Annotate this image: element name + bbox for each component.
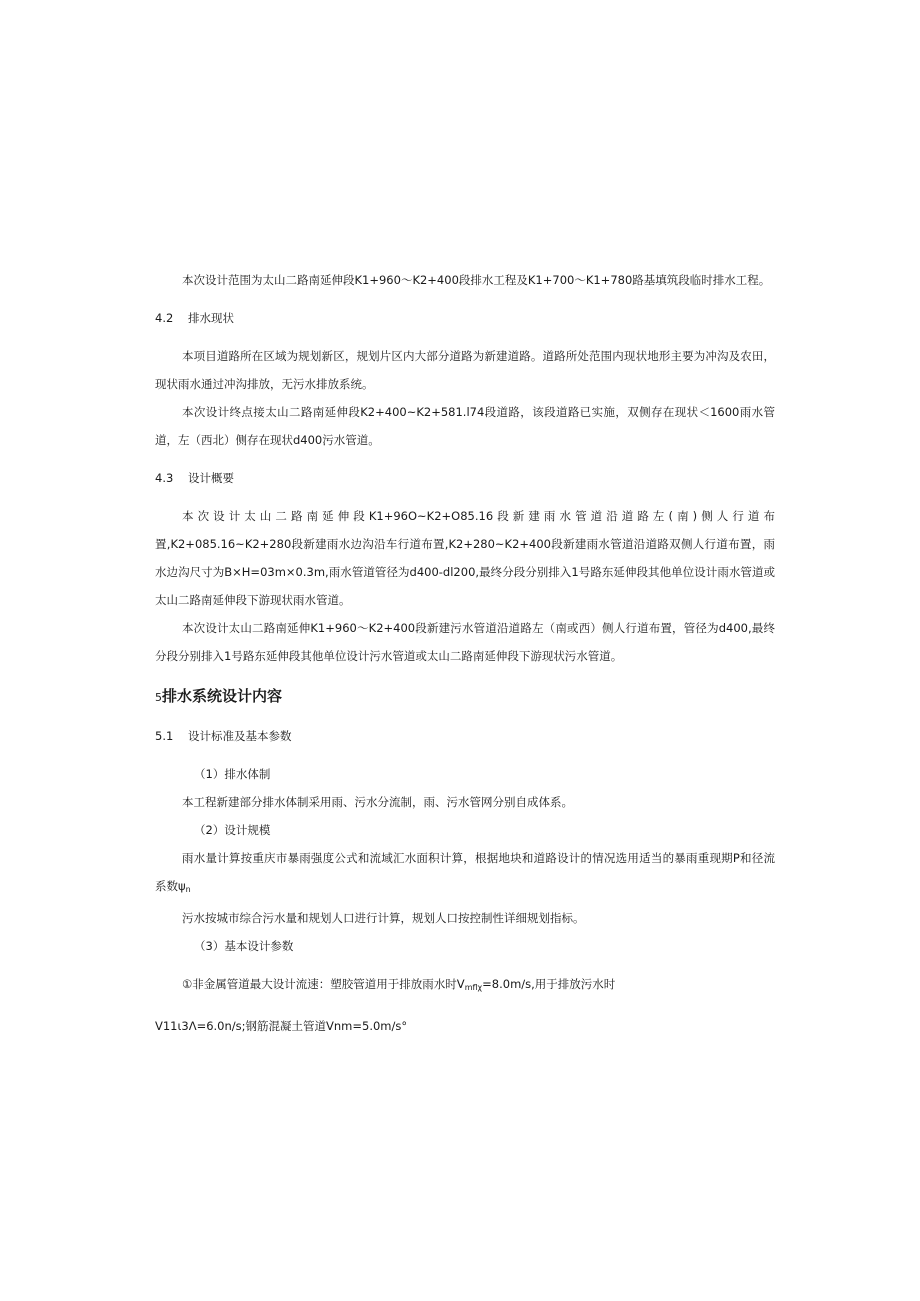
runoff-subscript: n — [185, 885, 191, 894]
item-3-title: （3）基本设计参数 — [194, 939, 294, 953]
velocity-subscript: mflχ — [464, 983, 483, 992]
section-number: 4.2 — [155, 311, 174, 325]
section-title: 排水现状 — [188, 311, 234, 325]
chapter-title: 排水系统设计内容 — [162, 687, 283, 705]
section-title: 设计标准及基本参数 — [188, 729, 292, 743]
section-4-2-paragraph-1: 本项目道路所在区域为规划新区，规划片区内大部分道路为新建道路。道路所处范围内现状地形主要为冲沟及农田，现状雨水通过冲沟排放，无污水排放系统。 — [155, 349, 775, 391]
item-3-line-1-a: ①非金属管道最大设计流速：塑胶管道用于排放雨水时V — [182, 977, 465, 991]
chapter-5-heading — [155, 682, 775, 712]
chapter-number: 5 — [155, 691, 162, 704]
item-2-text-a-main: 雨水量计算按重庆市暴雨强度公式和流域汇水面积计算，根据地块和道路设计的情况选用适当的暴雨重现期P和径流系数ψ — [155, 851, 775, 893]
item-3-line-1-b: =8.0m∕s,用于排放污水时 — [482, 977, 616, 991]
item-1-text: 本工程新建部分排水体制采用雨、污水分流制，雨、污水管网分别自成体系。 — [182, 795, 573, 809]
section-4-3-heading — [155, 464, 775, 492]
section-5-1-heading — [155, 722, 775, 750]
item-3-line-1 — [155, 970, 775, 1002]
item-2-text-a — [155, 844, 775, 904]
section-4-2-paragraph-2: 本次设计终点接太山二路南延伸段K2+400~K2+581.l74段道路，该段道路已实施，双侧存在现状＜1600雨水管道，左（西北）侧存在现状d400污水管道。 — [155, 405, 775, 447]
item-1-title: （1）排水体制 — [194, 767, 271, 781]
intro-paragraph: 本次设计范围为太山二路南延伸段K1+960～K2+400段排水工程及K1+700～K1+780路基填筑段临时排水工程。 — [182, 273, 771, 287]
item-2-text-b: 污水按城市综合污水量和规划人口进行计算，规划人口按控制性详细规划指标。 — [182, 911, 585, 925]
document-body — [155, 266, 775, 1040]
item-2-title: （2）设计规模 — [194, 823, 271, 837]
section-number: 4.3 — [155, 471, 174, 485]
section-4-3-paragraph-2: 本次设计太山二路南延伸K1+960～K2+400段新建污水管道沿道路左（南或西）侧人行道布置，管径为d400,最终分段分别排入1号路东延伸段其他单位设计污水管道或太山二路南延伸段下游现状污水管道。 — [155, 621, 775, 663]
section-4-3-paragraph-1: 本次设计太山二路南延伸段K1+96O~K2+O85.16段新建雨水管道沿道路左(南)侧人行道布置,K2+085.16~K2+280段新建雨水边沟沿车行道布置,K2+280~K2+400段新建雨水管道沿道路双侧人行道布置，雨水边沟尺寸为B×H=03m×0.3m,雨水管道管径为d400-dl200,最终分段分别排入1号路东延伸段其他单位设计雨水管道或太山二路南延伸段下游现状雨水管道。 — [155, 509, 775, 607]
section-number: 5.1 — [155, 729, 174, 743]
item-3-line-2: V11ι3Λ=6.0n∕s;钢筋混凝土管道Vnm=5.0m∕s° — [155, 1019, 408, 1033]
section-4-2-heading — [155, 304, 775, 332]
section-title: 设计概要 — [188, 471, 234, 485]
